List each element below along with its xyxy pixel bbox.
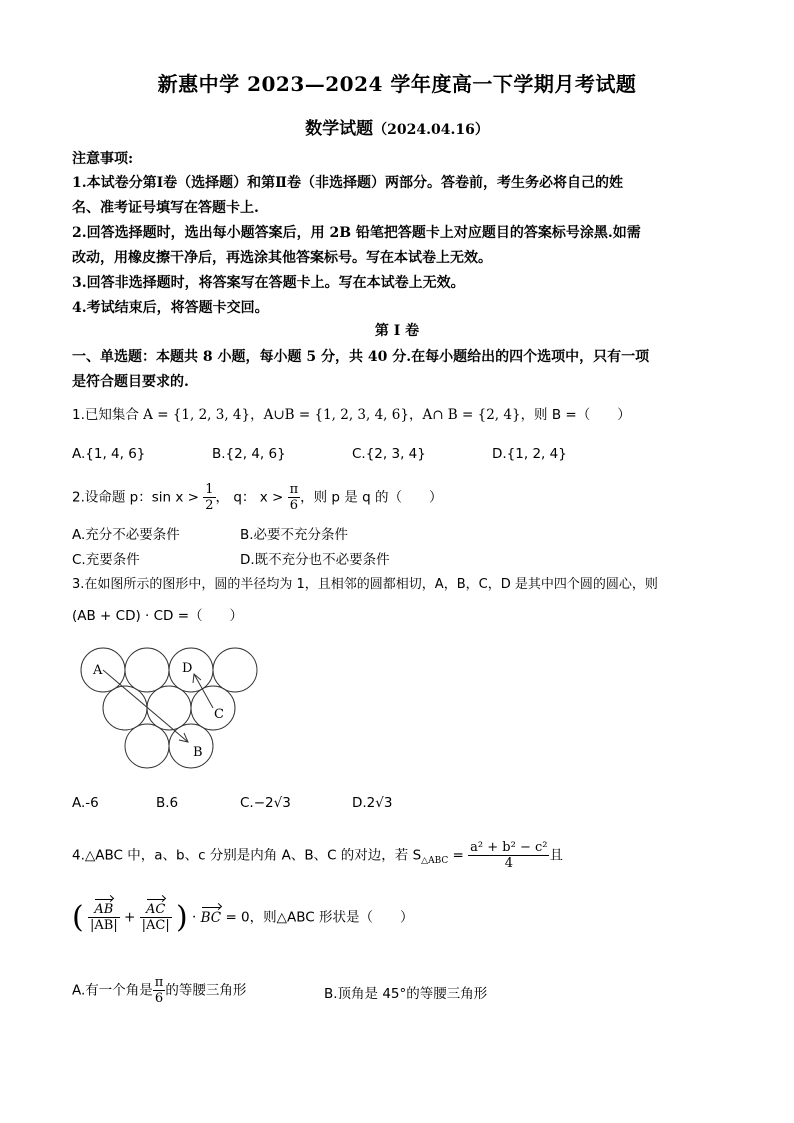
question-4-stem	[72, 840, 732, 871]
q2-mid: ， q： x >	[215, 489, 284, 506]
q3-option-c[interactable]: C.−2√3	[240, 795, 291, 811]
q4-option-a-fraction: $\frac{\pi}{6}$	[154, 975, 164, 1006]
q4-option-a[interactable]: A.有一个角是 $\frac{\pi}{6}$ 的等腰三角形	[72, 975, 247, 1006]
paren-close: )	[176, 900, 188, 935]
section-line-1: 一、单选题：本题共 8 小题，每小题 5 分，共 40 分.在每小题给出的四个选项中，只有一项	[72, 349, 650, 365]
q1-union: A∪B = {1, 2, 3, 4, 6}	[263, 407, 409, 423]
exam-date: （2024.04.16）	[373, 122, 489, 138]
q3-option-b[interactable]: B.6	[156, 795, 179, 811]
q2-fraction-half: $\frac{1}{2}$	[205, 482, 214, 513]
q2-option-b[interactable]: B.必要不充分条件	[240, 527, 349, 543]
plus-sign: +	[124, 909, 136, 926]
q2-fraction-pi-six: $\frac{\pi}{6}$	[289, 482, 299, 513]
paren-open: (	[72, 900, 84, 935]
note-line-5: 3.回答非选择题时，将答案写在答题卡上。写在本试卷上无效。	[72, 275, 465, 291]
q1-intersection: A∩ B = {2, 4}	[422, 407, 521, 423]
question-3-stem: 3.在如图所示的图形中，圆的半径均为 1，且相邻的圆都相切，A，B，C，D 是其中四个圆的圆心，则	[72, 577, 658, 592]
q1-option-a[interactable]: A.{1, 4, 6}	[72, 446, 146, 462]
q1-ask: ，则 B =（ ）	[520, 407, 631, 423]
q2-prefix: 2.设命题 p：sin x >	[72, 489, 199, 506]
circle-r2-1	[103, 686, 147, 730]
dot-op: ·	[192, 909, 197, 926]
q2-option-d[interactable]: D.既不充分也不必要条件	[240, 552, 390, 568]
circle-r3-1	[125, 724, 169, 768]
section-header	[72, 345, 724, 395]
q2-option-c[interactable]: C.充要条件	[72, 552, 140, 568]
subject-title: 数学试题	[305, 119, 374, 139]
question-3-expr: (AB + CD) · CD =（ ）	[72, 608, 244, 624]
q3-option-d[interactable]: D.2√3	[352, 795, 393, 811]
question-1-stem: 1.已知集合 A = {1, 2, 3, 4}，A∪B = {1, 2, 3, 4, 6}，A∩ B = {2, 4}，则 B =（ ）	[72, 407, 631, 423]
circle-r1-4	[213, 648, 257, 692]
vector-ab	[103, 670, 188, 742]
section-line-2: 是符合题目要求的.	[72, 374, 189, 390]
notes-heading: 注意事项:	[72, 151, 134, 167]
q4-unit-ab: $\frac{AB}{|AB|}$	[90, 902, 118, 933]
q4-sub: △ABC	[421, 856, 449, 867]
question-2-stem	[72, 482, 732, 513]
q4-unit-ac: $\frac{AC}{|AC|}$	[141, 902, 170, 933]
q4-option-b[interactable]: B.顶角是 45°的等腰三角形	[324, 986, 488, 1002]
circles-figure	[76, 644, 272, 774]
note-line-4: 改动，用橡皮擦干净后，再选涂其他答案标号。写在本试卷上无效。	[72, 250, 492, 266]
q4-tail: 且	[549, 847, 563, 864]
label-a: A	[93, 663, 103, 678]
circle-r2-2	[147, 686, 191, 730]
volume-label: 第 I 卷	[374, 323, 420, 339]
note-line-6: 4.考试结束后，将答题卡交回。	[72, 300, 269, 316]
q4-fraction-area: $\frac{\text{a² + b² − c²}}{4}$	[470, 840, 548, 871]
label-b: B	[193, 745, 203, 760]
exam-title: 新惠中学 2023—2024 学年度高一下学期月考试题	[157, 72, 637, 96]
q2-ask: ，则 p 是 q 的（ ）	[300, 489, 443, 506]
label-d: D	[182, 661, 193, 676]
q2-option-a[interactable]: A.充分不必要条件	[72, 527, 180, 543]
q1-option-b[interactable]: B.{2, 4, 6}	[212, 446, 286, 462]
label-c: C	[214, 707, 224, 722]
q4-prefix: 4.△ABC 中，a、b、c 分别是内角 A、B、C 的对边，若 S	[72, 847, 422, 864]
q4-eq: =	[448, 847, 464, 864]
circle-r1-2	[125, 648, 169, 692]
note-line-3: 2.回答选择题时，选出每小题答案后，用 2B 铅笔把答题卡上对应题目的答案标号涂黑.如需	[72, 225, 641, 241]
note-line-2: 名、准考证号填写在答题卡上.	[72, 200, 259, 216]
q1-set-a: A = {1, 2, 3, 4}	[143, 407, 251, 423]
q1-option-d[interactable]: D.{1, 2, 4}	[492, 446, 567, 462]
note-line-1: 1.本试卷分第Ⅰ卷（选择题）和第Ⅱ卷（非选择题）两部分。答卷前，考生务必将自己的姓	[72, 175, 623, 191]
q3-option-a[interactable]: A.-6	[72, 795, 99, 811]
q4-condition-tail: = 0，则△ABC 形状是（ ）	[225, 909, 414, 926]
q4-vec-bc: BC	[200, 909, 222, 926]
q1-prefix: 1.已知集合	[72, 407, 144, 423]
circle-b	[169, 724, 213, 768]
question-4-condition	[72, 900, 732, 935]
q1-option-c[interactable]: C.{2, 3, 4}	[352, 446, 426, 462]
exam-subtitle	[0, 114, 794, 139]
